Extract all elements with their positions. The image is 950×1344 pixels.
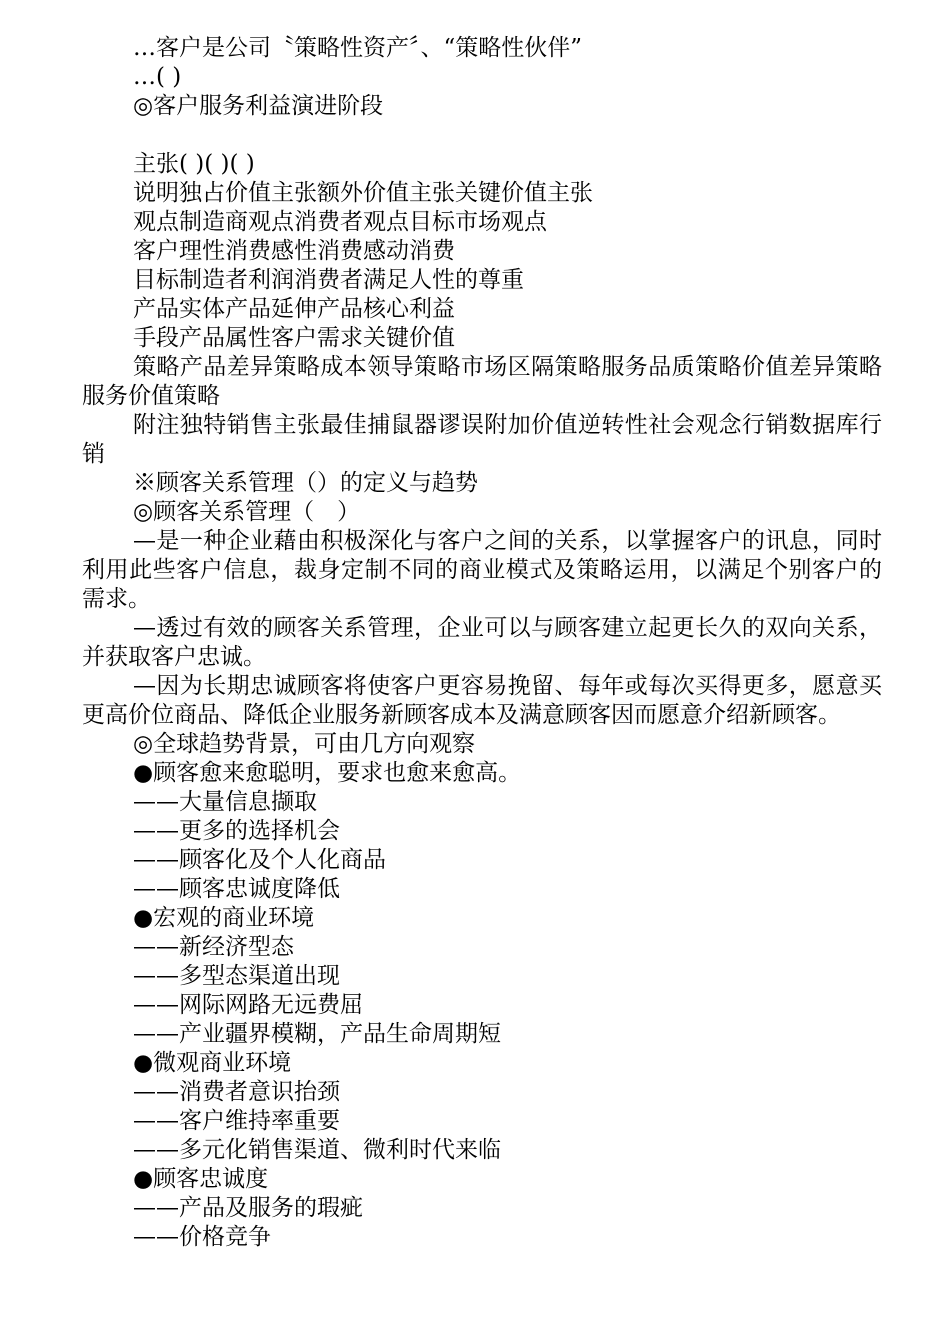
sub-item: ——价格竞争 [133, 1224, 271, 1250]
sub-item: ——客户维持率重要 [133, 1108, 340, 1134]
sub-item: ——顾客忠诚度降低 [133, 876, 340, 902]
sub-item: ——产业疆界模糊，产品生命周期短 [133, 1021, 501, 1047]
table-row: 说明独占价值主张额外价值主张关键价值主张 [133, 180, 593, 206]
sub-item: ——新经济型态 [133, 934, 294, 960]
definition-paragraph: —因为长期忠诚顾客将使客户更容易挽留、每年或每次买得更多，愿意买更高价位商品、降低企业服务新顾客成本及满意顾客因而愿意介绍新顾客。 [82, 673, 882, 728]
blank-line [82, 121, 882, 150]
table-row: 观点制造商观点消费者观点目标市场观点 [133, 209, 547, 235]
section-heading: ◎顾客关系管理（ ） [133, 499, 361, 525]
section-heading: ◎全球趋势背景，可由几方向观察 [133, 731, 476, 757]
document-page [82, 34, 882, 1252]
bullet-item: ●微观商业环境 [133, 1050, 292, 1076]
bullet-item: ●顾客忠诚度 [133, 1166, 269, 1192]
sub-item: ——产品及服务的瑕疵 [133, 1195, 363, 1221]
text-line: …( ) [133, 64, 182, 90]
table-row: 客户理性消费感性消费感动消费 [133, 238, 455, 264]
sub-item: ——顾客化及个人化商品 [133, 847, 386, 873]
table-row: 目标制造者利润消费者满足人性的尊重 [133, 267, 524, 293]
table-row: 手段产品属性客户需求关键价值 [133, 325, 455, 351]
table-row: 主张( )( )( ) [133, 151, 255, 177]
table-row: 产品实体产品延伸产品核心利益 [133, 296, 455, 322]
section-heading: ◎客户服务利益演进阶段 [133, 93, 384, 119]
table-row-paragraph: 策略产品差异策略成本领导策略市场区隔策略服务品质策略价值差异策略服务价值策略 [82, 354, 882, 409]
sub-item: ——多元化销售渠道、微利时代来临 [133, 1137, 501, 1163]
table-row-paragraph: 附注独特销售主张最佳捕鼠器谬误附加价值逆转性社会观念行销数据库行销 [82, 412, 882, 467]
definition-paragraph: —透过有效的顾客关系管理，企业可以与顾客建立起更长久的双向关系，并获取客户忠诚。 [82, 615, 882, 670]
bullet-item: ●顾客愈来愈聪明，要求也愈来愈高。 [133, 760, 522, 786]
definition-paragraph: —是一种企业藉由积极深化与客户之间的关系，以掌握客户的讯息，同时利用此些客户信息，裁身定制不同的商业模式及策略运用，以满足个别客户的需求。 [82, 528, 882, 612]
section-heading: ※顾客关系管理（）的定义与趋势 [133, 470, 478, 496]
sub-item: ——多型态渠道出现 [133, 963, 340, 989]
bullet-item: ●宏观的商业环境 [133, 905, 315, 931]
sub-item: ——网际网路无远费屈 [133, 992, 363, 1018]
sub-item: ——消费者意识抬颈 [133, 1079, 340, 1105]
sub-item: ——大量信息撷取 [133, 789, 317, 815]
text-line: …客户是公司〝策略性资产〞、“策略性伙伴” [133, 35, 583, 61]
sub-item: ——更多的选择机会 [133, 818, 340, 844]
